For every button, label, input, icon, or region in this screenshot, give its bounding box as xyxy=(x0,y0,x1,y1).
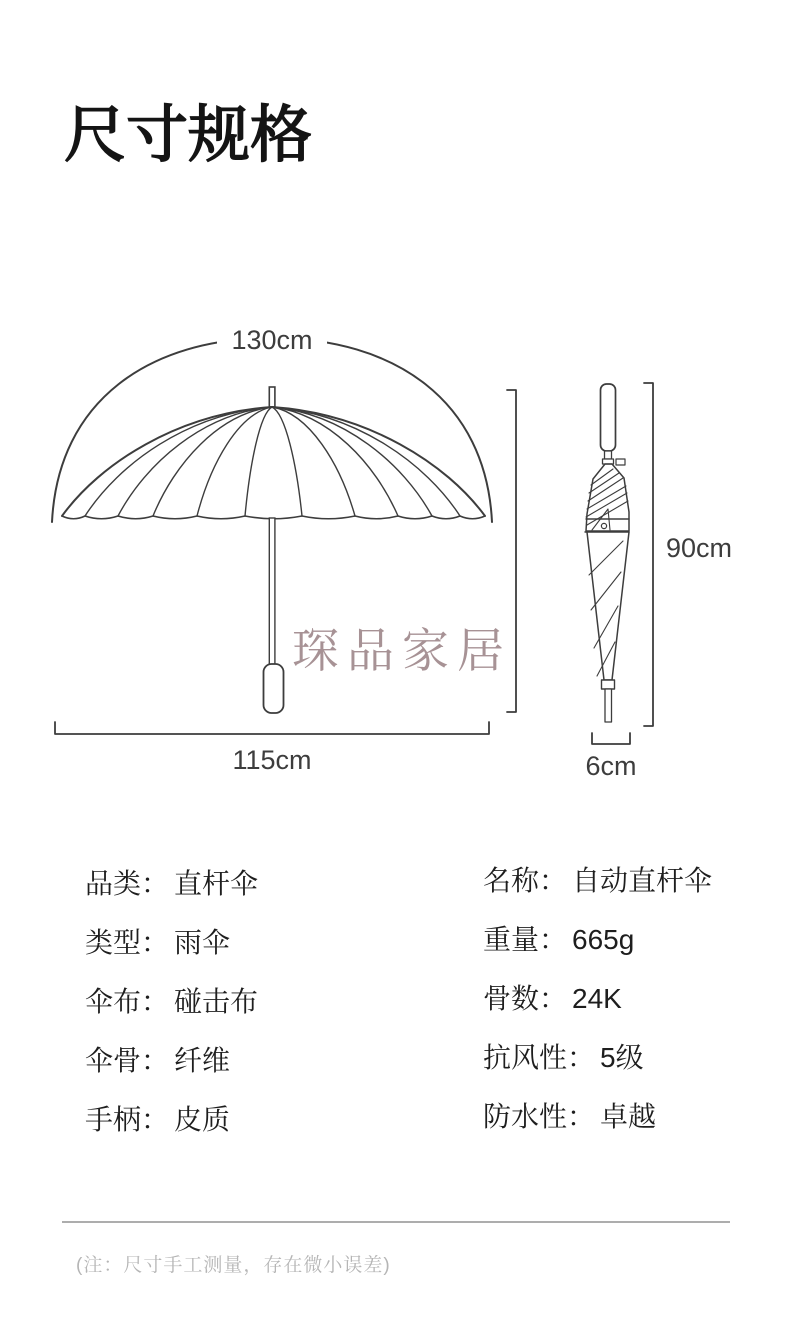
umbrella-top-tip xyxy=(269,387,275,407)
spec-label: 类型： xyxy=(85,927,170,958)
closed-tab xyxy=(616,459,625,465)
spec-label: 抗风性： xyxy=(483,1042,596,1073)
arc-width-label: 130cm xyxy=(231,325,313,355)
spec-label: 骨数： xyxy=(483,983,568,1014)
body-fold-lines xyxy=(589,541,623,676)
diameter-label: 115cm xyxy=(232,745,312,775)
spec-label: 重量： xyxy=(483,924,568,955)
canopy-left-edge xyxy=(62,407,272,516)
spec-label: 防水性： xyxy=(483,1101,596,1132)
spec-value: 24K xyxy=(572,983,622,1014)
diameter-dimension-line xyxy=(55,722,489,734)
spec-list-left xyxy=(85,864,415,1159)
spec-label: 名称： xyxy=(483,865,568,896)
spec-row-wind-resistance xyxy=(483,1038,790,1077)
spec-row-rib-count xyxy=(483,979,790,1018)
umbrella-handle xyxy=(264,664,284,713)
spec-row-ribs-material xyxy=(85,1041,415,1080)
tip-width-label: 6cm xyxy=(585,751,637,781)
spec-label: 品类： xyxy=(85,868,170,899)
spec-row-name xyxy=(483,861,790,900)
tip-dimension-bracket xyxy=(592,733,630,744)
height-label: 90cm xyxy=(666,533,733,563)
spec-value: 纤维 xyxy=(174,1045,231,1076)
wrap-hatch-lines xyxy=(586,469,628,530)
spec-row-waterproof xyxy=(483,1097,790,1136)
footer-divider xyxy=(62,1221,730,1223)
spec-value: 雨伞 xyxy=(174,927,231,958)
closed-body xyxy=(587,532,629,680)
spec-row-weight xyxy=(483,920,790,959)
spec-row-fabric xyxy=(85,982,415,1021)
watermark: 琛品家居 xyxy=(292,626,512,678)
canopy-ribs xyxy=(85,407,460,516)
spec-row-type xyxy=(85,923,415,962)
spec-label: 伞布： xyxy=(85,986,170,1017)
height-dimension-line xyxy=(644,383,653,726)
spec-value: 直杆伞 xyxy=(174,868,259,899)
strap-button xyxy=(601,523,606,528)
footer-note: (注：尺寸手工测量，存在微小误差) xyxy=(76,1255,391,1276)
arc-dimension-line xyxy=(52,338,492,522)
tip-rod xyxy=(605,689,612,722)
umbrella-diagram xyxy=(0,300,790,800)
spec-row-handle xyxy=(85,1100,415,1139)
spec-label: 伞骨： xyxy=(85,1045,170,1076)
umbrella-shaft xyxy=(269,518,275,666)
spec-value: 皮质 xyxy=(174,1104,231,1135)
spec-value: 碰击布 xyxy=(174,986,259,1017)
spec-list-right xyxy=(483,861,790,1156)
spec-row-category xyxy=(85,864,415,903)
spec-value: 卓越 xyxy=(600,1101,657,1132)
spec-value: 5级 xyxy=(600,1042,644,1073)
spec-value: 665g xyxy=(572,924,635,955)
page-title: 尺寸规格 xyxy=(64,101,313,170)
closed-umbrella-drawing xyxy=(507,383,653,744)
closed-handle xyxy=(601,384,616,451)
ferrule-collar xyxy=(602,680,615,689)
spec-value: 自动直杆伞 xyxy=(572,865,713,896)
closed-neck xyxy=(605,451,612,459)
spec-label: 手柄： xyxy=(85,1104,170,1135)
